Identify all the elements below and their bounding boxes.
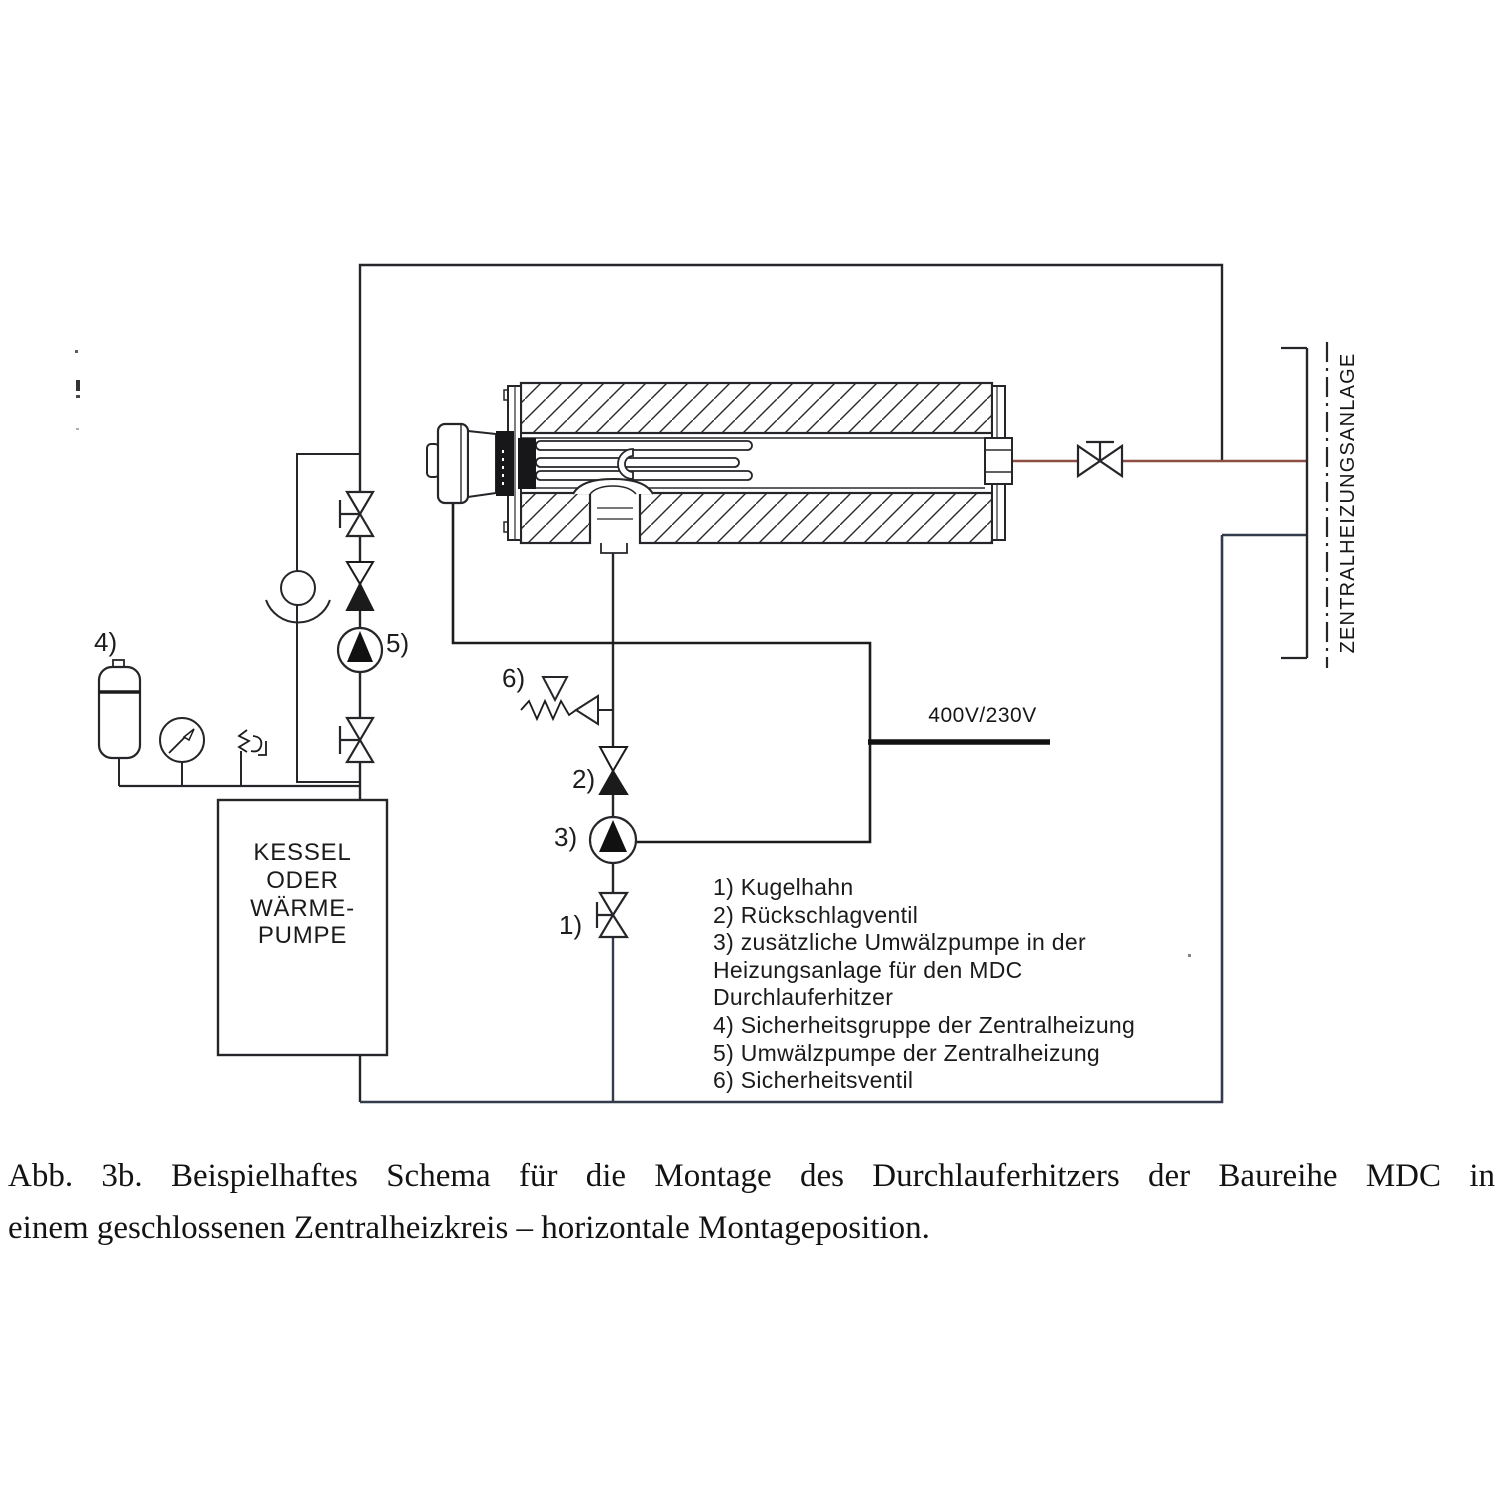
heating-element-tubes bbox=[536, 441, 752, 480]
legend-item: 4) Sicherheitsgruppe der Zentralheizung bbox=[713, 1011, 1136, 1038]
callout-4: 4) bbox=[94, 627, 118, 657]
callout-2: 2) bbox=[572, 764, 596, 794]
callout-5: 5) bbox=[386, 628, 410, 658]
legend-item: 5) Umwälzpumpe der Zentralheizung bbox=[713, 1039, 1101, 1066]
safety-valve-icon bbox=[521, 677, 598, 724]
ball-valve-1-icon bbox=[597, 893, 627, 937]
boiler-label-line: KESSEL bbox=[253, 839, 352, 866]
expansion-vessel-icon bbox=[99, 660, 140, 758]
legend-item: 2) Rückschlagventil bbox=[713, 901, 919, 928]
boiler-label-line: ODER bbox=[266, 866, 339, 894]
boiler-label-line: WÄRME- bbox=[250, 894, 355, 922]
shutoff-valve-upper-icon bbox=[340, 492, 373, 536]
callout-1: 1) bbox=[559, 910, 583, 940]
boiler-label-line: PUMPE bbox=[257, 922, 348, 950]
plant-interface bbox=[1281, 342, 1327, 668]
shutoff-valve-lower-icon bbox=[340, 718, 373, 762]
heater-top-wall bbox=[521, 383, 992, 433]
ball-valve-hot-icon bbox=[1078, 442, 1122, 476]
pressure-gauge-icon bbox=[160, 718, 204, 762]
legend-item: 1) Kugelhahn bbox=[713, 874, 854, 900]
legend-item: 6) Sicherheitsventil bbox=[713, 1067, 914, 1094]
legend bbox=[713, 874, 1135, 1095]
check-valve-2-icon bbox=[600, 747, 627, 794]
heater-bottom-wall-right bbox=[640, 493, 992, 543]
central-heating-plant-label: ZENTRALHEIZUNGSANLAGE bbox=[1337, 352, 1359, 654]
safety-group bbox=[99, 660, 266, 762]
legend-item: 3) zusätzliche Umwälzpumpe in der bbox=[713, 929, 1086, 956]
air-vent-icon bbox=[239, 730, 266, 755]
check-valve-left-icon bbox=[347, 562, 373, 610]
heater-unit bbox=[427, 383, 1012, 553]
heater-outlet-fitting bbox=[985, 438, 1012, 484]
power-supply-label: 400V/230V bbox=[928, 704, 1037, 727]
pump-3-icon bbox=[590, 817, 636, 863]
heater-bottom-wall-left bbox=[521, 493, 590, 543]
plant-boundary-ticks bbox=[1281, 348, 1307, 658]
pipe-bypass bbox=[297, 454, 360, 782]
callout-6: 6) bbox=[502, 663, 526, 693]
boiler-label bbox=[218, 839, 387, 950]
callout-3: 3) bbox=[554, 822, 578, 852]
legend-item: Heizungsanlage für den MDC bbox=[713, 956, 1023, 983]
legend-item: Durchlauferhitzer bbox=[713, 984, 894, 1011]
figure-caption bbox=[8, 1150, 1495, 1254]
caption-line-2: einem geschlossenen Zentralheizkreis – horizontale Montageposition. bbox=[8, 1210, 930, 1246]
caption-line-1: Abb. 3b. Beispielhaftes Schema für die Montage des Durchlauferhitzers der Baureihe MDC in bbox=[8, 1158, 1495, 1194]
pump-5-icon bbox=[338, 628, 382, 672]
